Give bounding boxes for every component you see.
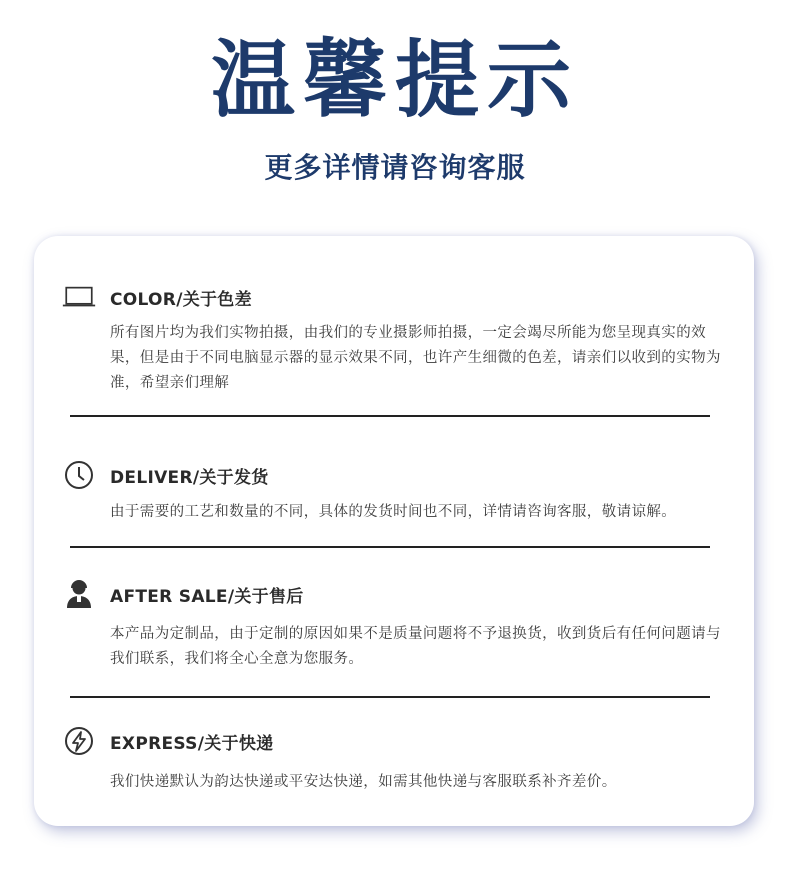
section-deliver-title: DELIVER/关于发货 <box>110 467 269 488</box>
divider <box>70 415 710 417</box>
section-after-sale-header <box>62 577 304 611</box>
section-deliver-body: 由于需要的工艺和数量的不同，具体的发货时间也不同，详情请咨询客服，敬请谅解。 <box>110 504 677 520</box>
section-after-sale-title: AFTER SALE/关于售后 <box>110 586 304 607</box>
section-color-title: COLOR/关于色差 <box>110 289 252 310</box>
lightning-icon <box>62 724 96 758</box>
laptop-icon <box>62 280 96 314</box>
section-express-header <box>62 724 273 758</box>
section-deliver-header <box>62 458 269 492</box>
divider <box>70 546 710 548</box>
customer-service-icon <box>62 577 96 611</box>
page-title: 温馨提示 <box>210 31 579 129</box>
clock-icon <box>62 458 96 492</box>
section-express-title: EXPRESS/关于快递 <box>110 733 274 754</box>
divider <box>70 696 710 698</box>
section-color-body: 所有图片均为我们实物拍摄，由我们的专业摄影师拍摄，一定会竭尽所能为您呈现真实的效果，但是由于不同电脑显示器的显示效果不同，也许产生细微的色差，请亲们以收到的实物为准，希望亲们理解 <box>110 325 721 391</box>
section-express-body: 我们快递默认为韵达快递或平安达快递，如需其他快递与客服联系补齐差价。 <box>110 774 617 790</box>
section-color-header <box>62 280 252 314</box>
section-after-sale-body: 本产品为定制品，由于定制的原因如果不是质量问题将不予退换货，收到货后有任何问题请与我们联系，我们将全心全意为您服务。 <box>110 626 721 667</box>
notice-card <box>34 236 754 826</box>
page-subtitle: 更多详情请咨询客服 <box>264 151 526 184</box>
